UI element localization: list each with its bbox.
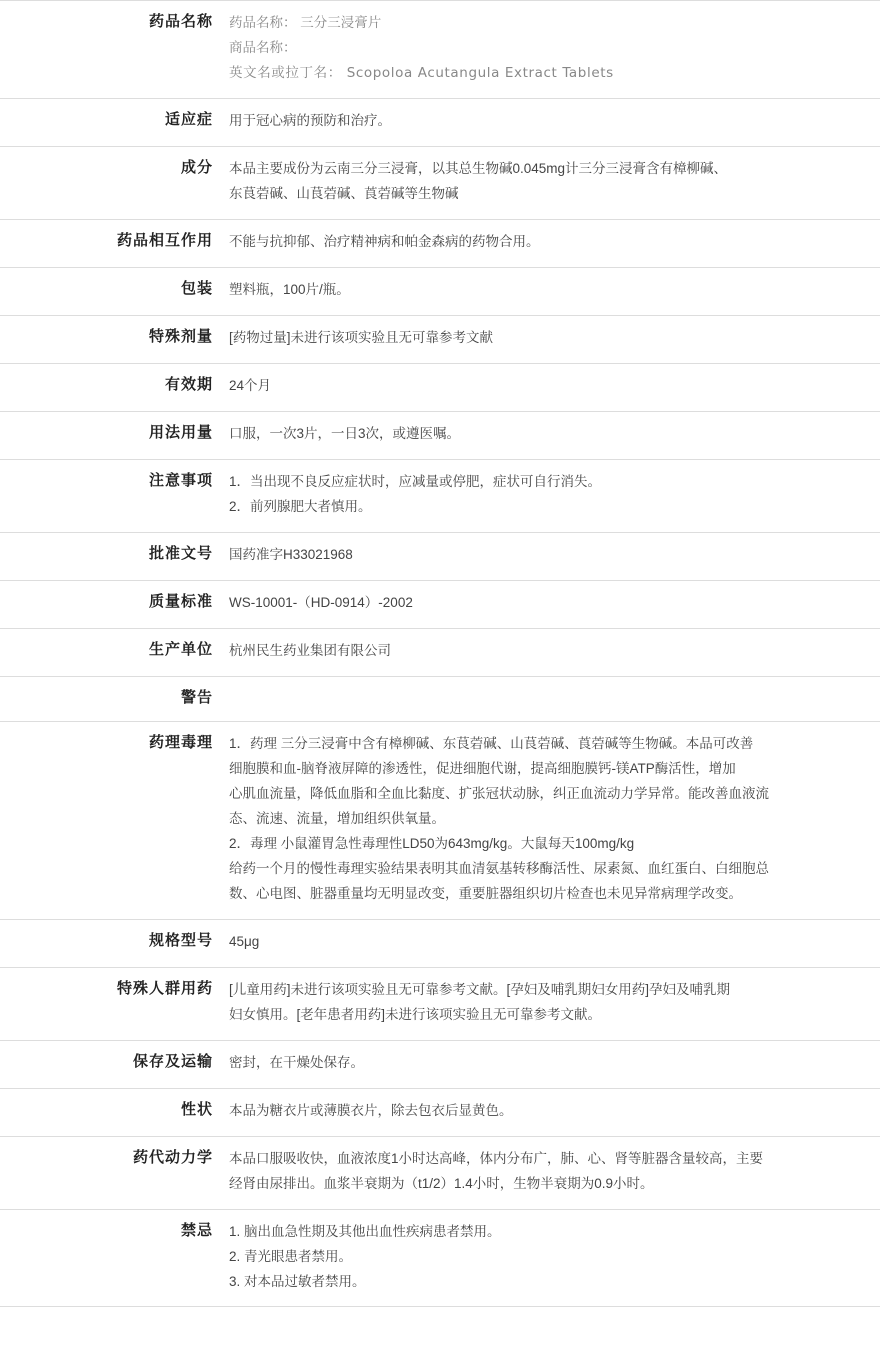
- row-value-line: 药品名称： 三分三浸膏片: [229, 15, 382, 30]
- row-value: [221, 1209, 880, 1306]
- row-value: [221, 459, 880, 532]
- table-row: [0, 722, 880, 920]
- row-value-line: 口服，一次3片，一日3次，或遵医嘱。: [229, 425, 461, 441]
- row-value-line: 本品为糖衣片或薄膜衣片，除去包衣后显黄色。: [229, 1102, 513, 1118]
- table-row: [0, 363, 880, 411]
- row-label: 批准文号: [148, 544, 213, 562]
- row-value-line: 3. 对本品过敏者禁用。: [229, 1273, 366, 1289]
- table-row: [0, 219, 880, 267]
- row-value-line: 1．药理 三分三浸膏中含有樟柳碱、东茛菪碱、山茛菪碱、莨菪碱等生物碱。本品可改善: [229, 736, 754, 751]
- row-value: [221, 919, 880, 967]
- row-label: 性状: [180, 1100, 213, 1118]
- table-row: [0, 580, 880, 628]
- row-label: 用法用量: [148, 423, 213, 441]
- row-label: 警告: [180, 688, 213, 706]
- row-value-line: 1. 脑出血急性期及其他出血性疾病患者禁用。: [229, 1223, 501, 1239]
- row-value: [221, 967, 880, 1040]
- table-row: [0, 315, 880, 363]
- row-value-line: 东茛菪碱、山茛菪碱、莨菪碱等生物碱: [229, 185, 459, 201]
- row-value: [221, 1136, 880, 1209]
- row-value-line: 本品主要成份为云南三分三浸膏，以其总生物碱0.045mg计三分三浸膏含有樟柳碱、: [229, 160, 728, 176]
- table-row: [0, 267, 880, 315]
- row-value-line: 2. 青光眼患者禁用。: [229, 1248, 353, 1264]
- row-label: 禁忌: [180, 1221, 213, 1239]
- row-value-line: WS-10001-（HD-0914）-2002: [229, 594, 413, 610]
- row-label: 特殊剂量: [148, 327, 213, 345]
- table-row: [0, 459, 880, 532]
- table-row: [0, 967, 880, 1040]
- row-value-line: 心肌血流量，降低血脂和全血比黏度、扩张冠状动脉，纠正血流动力学异常。能改善血液流: [229, 785, 769, 801]
- table-row: [0, 1, 880, 99]
- row-value-line: 杭州民生药业集团有限公司: [229, 642, 391, 658]
- table-row: [0, 98, 880, 146]
- row-value-line: 细胞膜和血-脑脊液屏障的渗透性，促进细胞代谢，提高细胞膜钙-镁ATP酶活性，增加: [229, 760, 736, 776]
- row-label: 特殊人群用药: [116, 979, 213, 997]
- row-value-line: 1．当出现不良反应症状时，应减量或停肥，症状可自行消失。: [229, 473, 602, 489]
- row-value: [221, 1, 880, 99]
- row-value: [221, 580, 880, 628]
- row-label: 生产单位: [148, 640, 213, 658]
- table-row: [0, 1040, 880, 1088]
- row-label: 成分: [180, 158, 213, 176]
- row-value: [221, 98, 880, 146]
- row-value-line: 2．前列腺肥大者慎用。: [229, 498, 372, 514]
- row-value-line: 不能与抗抑郁、治疗精神病和帕金森病的药物合用。: [229, 233, 540, 249]
- row-value: [221, 411, 880, 459]
- row-value: [221, 532, 880, 580]
- table-row: [0, 1088, 880, 1136]
- row-label: 注意事项: [148, 471, 213, 489]
- row-value: [221, 363, 880, 411]
- row-value-line: 本品口服吸收快，血液浓度1小时达高峰，体内分布广，肺、心、肾等脏器含量较高，主要: [229, 1150, 764, 1166]
- table-row: [0, 146, 880, 219]
- row-value-line: 塑料瓶，100片/瓶。: [229, 281, 350, 297]
- row-value: [221, 1088, 880, 1136]
- row-label: 药理毒理: [148, 734, 213, 751]
- row-value-line: 密封，在干燥处保存。: [229, 1054, 364, 1070]
- row-value-line: 国药准字H33021968: [229, 546, 353, 562]
- row-value-line: [药物过量]未进行该项实验且无可靠参考文献: [229, 329, 494, 345]
- row-label: 包装: [180, 279, 213, 297]
- table-row: [0, 628, 880, 676]
- row-value: [221, 1040, 880, 1088]
- row-value-line: 英文名或拉丁名： Scopoloa Acutangula Extract Tablets: [229, 64, 614, 81]
- row-value-line: 45μg: [229, 933, 260, 949]
- row-label: 保存及运输: [132, 1052, 213, 1070]
- row-value: [221, 315, 880, 363]
- row-value-line: 数、心电图、脏器重量均无明显改变，重要脏器组织切片检查也未见异常病理学改变。: [229, 885, 742, 901]
- row-value-line: 24个月: [229, 377, 272, 393]
- row-value: [221, 628, 880, 676]
- table-row: [0, 919, 880, 967]
- row-label: 规格型号: [148, 931, 213, 949]
- row-value: [221, 267, 880, 315]
- table-row: [0, 1136, 880, 1209]
- row-label: 有效期: [164, 375, 213, 393]
- table-row: [0, 676, 880, 722]
- row-value: [221, 219, 880, 267]
- row-label: 适应症: [164, 110, 213, 128]
- table-row: [0, 1209, 880, 1306]
- row-label: 质量标准: [148, 592, 213, 610]
- row-value-line: [儿童用药]未进行该项实验且无可靠参考文献。[孕妇及哺乳期妇女用药]孕妇及哺乳期: [229, 981, 731, 997]
- row-value-line: 妇女慎用。[老年患者用药]未进行该项实验且无可靠参考文献。: [229, 1006, 602, 1022]
- table-row: [0, 411, 880, 459]
- row-value-line: 2．毒理 小鼠灌胃急性毒理性LD50为643mg/kg。大鼠每天100mg/kg: [229, 835, 635, 851]
- bottom-spacer: [0, 1308, 880, 1362]
- row-value: [221, 146, 880, 219]
- row-value: [221, 676, 880, 722]
- row-value-line: 用于冠心病的预防和治疗。: [229, 112, 391, 128]
- row-label: 药品相互作用: [116, 231, 213, 249]
- row-label: 药品名称: [148, 13, 213, 30]
- table-row: [0, 532, 880, 580]
- drug-spec-table-body: [0, 1, 880, 1307]
- row-label: 药代动力学: [132, 1148, 213, 1166]
- row-value-line: 给药一个月的慢性毒理实验结果表明其血清氨基转移酶活性、尿素氮、血红蛋白、白细胞总: [229, 860, 769, 876]
- row-value-line: 态、流速、流量，增加组织供氧量。: [229, 810, 445, 826]
- row-value: [221, 722, 880, 920]
- row-value-line: 商品名称：: [229, 39, 297, 55]
- row-value-line: 经肾由尿排出。血浆半衰期为（t1/2）1.4小时，生物半衰期为0.9小时。: [229, 1175, 654, 1191]
